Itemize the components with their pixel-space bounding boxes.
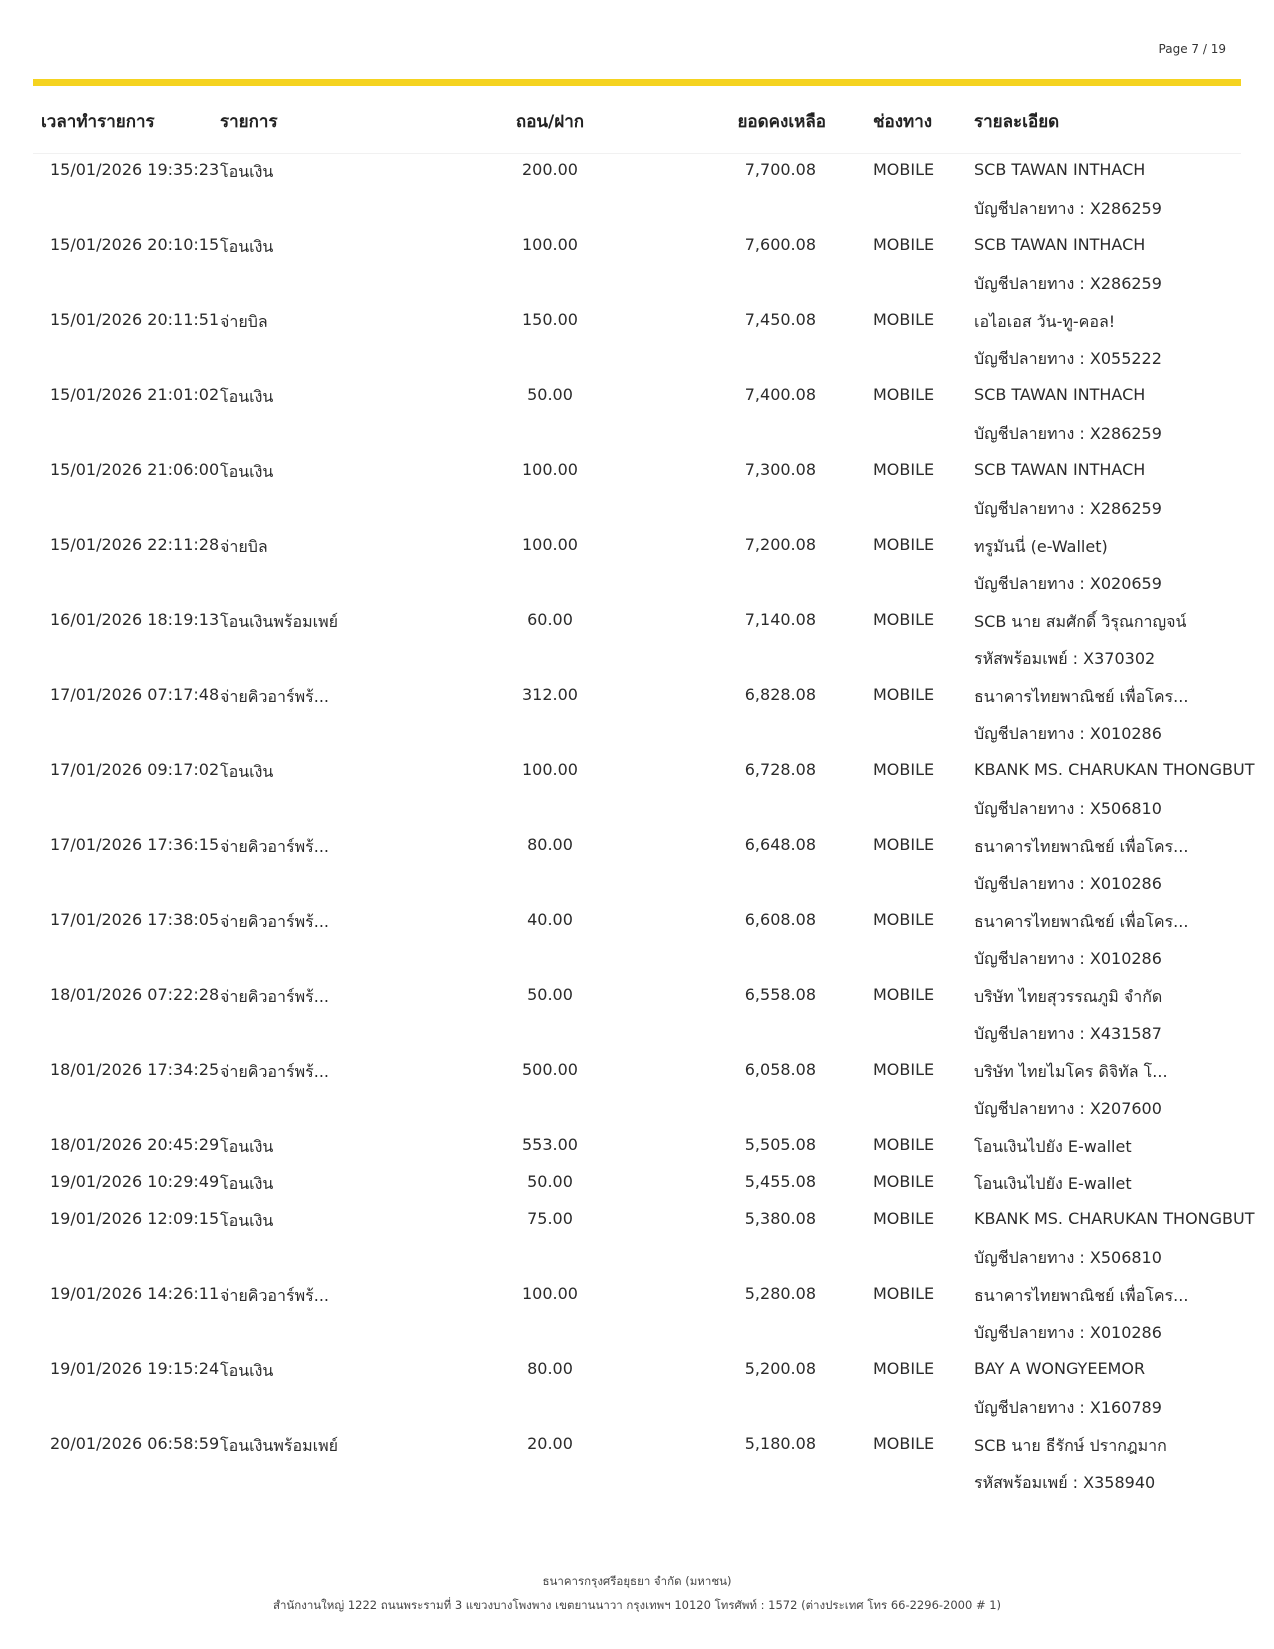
row-detail: SCB TAWAN INTHACH — [974, 235, 1146, 254]
row-amount: 20.00 — [527, 1434, 573, 1453]
row-amount: 50.00 — [527, 985, 573, 1004]
row-item: จ่ายบิล — [220, 537, 268, 556]
row-detail-account: บัญชีปลายทาง : X010286 — [974, 874, 1162, 893]
row-detail: ธนาคารไทยพาณิชย์ เพื่อโคร... — [974, 1286, 1189, 1305]
header-channel: ช่องทาง — [873, 112, 933, 132]
table-row — [0, 828, 1274, 903]
row-item: โอนเงิน — [220, 1174, 274, 1193]
row-amount: 50.00 — [527, 1172, 573, 1191]
row-amount: 500.00 — [522, 1060, 578, 1079]
row-amount: 200.00 — [522, 160, 578, 179]
row-balance: 6,648.08 — [744, 835, 816, 854]
row-detail: KBANK MS. CHARUKAN THONGBUT — [974, 1209, 1255, 1228]
footer-address: สำนักงานใหญ่ 1222 ถนนพระรามที่ 3 แขวงบางโพงพาง เขตยานนาวา กรุงเทพฯ 10120 โทรศัพท์ : 1572 (ต่างประเทศ โทร 66-2296-2000 # 1) — [272, 1598, 1002, 1612]
row-time: 18/01/2026 20:45:29 — [50, 1135, 220, 1154]
row-time: 15/01/2026 21:01:02 — [50, 385, 220, 404]
row-balance: 6,558.08 — [744, 985, 816, 1004]
row-channel: MOBILE — [873, 1060, 935, 1079]
row-detail-account: รหัสพร้อมเพย์ : X370302 — [974, 649, 1156, 668]
header-amount: ถอน/ฝาก — [515, 112, 585, 132]
row-amount: 75.00 — [527, 1209, 573, 1228]
row-channel: MOBILE — [873, 1135, 935, 1154]
row-detail: ธนาคารไทยพาณิชย์ เพื่อโคร... — [974, 912, 1189, 931]
table-row — [0, 1053, 1274, 1128]
row-time: 15/01/2026 19:35:23 — [50, 160, 220, 179]
row-detail: SCB TAWAN INTHACH — [974, 160, 1146, 179]
table-row — [0, 1202, 1274, 1277]
header-detail: รายละเอียด — [974, 112, 1060, 132]
table-row — [0, 153, 1274, 228]
row-time: 19/01/2026 10:29:49 — [50, 1172, 220, 1191]
row-detail-account: บัญชีปลายทาง : X286259 — [974, 424, 1162, 443]
row-balance: 5,380.08 — [744, 1209, 816, 1228]
row-item: จ่ายคิวอาร์พร้... — [220, 912, 330, 931]
row-amount: 60.00 — [527, 610, 573, 629]
table-row — [0, 1128, 1274, 1165]
accent-bar — [33, 79, 1241, 86]
row-item: โอนเงิน — [220, 1361, 274, 1380]
row-channel: MOBILE — [873, 1284, 935, 1303]
table-row — [0, 753, 1274, 828]
row-time: 17/01/2026 17:36:15 — [50, 835, 220, 854]
row-detail-account: บัญชีปลายทาง : X160789 — [974, 1398, 1162, 1417]
row-channel: MOBILE — [873, 685, 935, 704]
row-detail: บริษัท ไทยสุวรรณภูมิ จำกัด — [974, 987, 1163, 1006]
table-row — [0, 303, 1274, 378]
row-item: จ่ายคิวอาร์พร้... — [220, 1062, 330, 1081]
row-time: 19/01/2026 19:15:24 — [50, 1359, 220, 1378]
row-amount: 100.00 — [522, 460, 578, 479]
table-row — [0, 453, 1274, 528]
row-balance: 5,455.08 — [744, 1172, 816, 1191]
row-item: โอนเงิน — [220, 462, 274, 481]
row-detail: เอไอเอส วัน-ทู-คอล! — [974, 312, 1116, 331]
row-amount: 40.00 — [527, 910, 573, 929]
row-detail-account: บัญชีปลายทาง : X286259 — [974, 274, 1162, 293]
row-time: 15/01/2026 20:10:15 — [50, 235, 220, 254]
row-item: โอนเงิน — [220, 762, 274, 781]
row-detail: SCB นาย ธีรักษ์ ปรากฎมาก — [974, 1436, 1167, 1455]
row-time: 20/01/2026 06:58:59 — [50, 1434, 220, 1453]
row-time: 18/01/2026 07:22:28 — [50, 985, 220, 1004]
row-item: จ่ายคิวอาร์พร้... — [220, 687, 330, 706]
row-item: จ่ายบิล — [220, 312, 268, 331]
transaction-table — [0, 153, 1274, 1502]
table-header — [0, 108, 1274, 132]
row-detail-account: บัญชีปลายทาง : X506810 — [974, 799, 1162, 818]
row-balance: 5,280.08 — [744, 1284, 816, 1303]
row-detail-account: บัญชีปลายทาง : X010286 — [974, 724, 1162, 743]
row-amount: 553.00 — [522, 1135, 578, 1154]
table-row — [0, 978, 1274, 1053]
row-balance: 6,058.08 — [744, 1060, 816, 1079]
row-item: โอนเงินพร้อมเพย์ — [220, 612, 339, 631]
row-detail-account: บัญชีปลายทาง : X506810 — [974, 1248, 1162, 1267]
row-time: 18/01/2026 17:34:25 — [50, 1060, 220, 1079]
row-amount: 80.00 — [527, 835, 573, 854]
footer-bank-name: ธนาคารกรุงศรีอยุธยา จำกัด (มหาชน) — [542, 1574, 732, 1588]
row-balance: 7,300.08 — [744, 460, 816, 479]
row-detail-account: บัญชีปลายทาง : X207600 — [974, 1099, 1162, 1118]
header-balance: ยอดคงเหลือ — [737, 112, 826, 132]
row-channel: MOBILE — [873, 160, 935, 179]
row-time: 15/01/2026 20:11:51 — [50, 310, 220, 329]
row-detail: ธนาคารไทยพาณิชย์ เพื่อโคร... — [974, 687, 1189, 706]
row-time: 17/01/2026 09:17:02 — [50, 760, 220, 779]
row-channel: MOBILE — [873, 1434, 935, 1453]
row-detail-account: รหัสพร้อมเพย์ : X358940 — [974, 1473, 1156, 1492]
row-item: โอนเงิน — [220, 387, 274, 406]
table-row — [0, 1277, 1274, 1352]
row-balance: 7,200.08 — [744, 535, 816, 554]
row-channel: MOBILE — [873, 1172, 935, 1191]
row-amount: 80.00 — [527, 1359, 573, 1378]
row-balance: 6,728.08 — [744, 760, 816, 779]
row-detail: SCB TAWAN INTHACH — [974, 460, 1146, 479]
row-amount: 100.00 — [522, 235, 578, 254]
row-item: จ่ายคิวอาร์พร้... — [220, 987, 330, 1006]
row-channel: MOBILE — [873, 385, 935, 404]
row-amount: 100.00 — [522, 760, 578, 779]
row-detail: KBANK MS. CHARUKAN THONGBUT — [974, 760, 1255, 779]
row-time: 15/01/2026 21:06:00 — [50, 460, 220, 479]
row-balance: 7,700.08 — [744, 160, 816, 179]
table-row — [0, 903, 1274, 978]
row-detail: SCB นาย สมศักดิ์ วิรุณกาญจน์ — [974, 612, 1187, 631]
row-amount: 150.00 — [522, 310, 578, 329]
row-balance: 7,450.08 — [744, 310, 816, 329]
row-detail-account: บัญชีปลายทาง : X431587 — [974, 1024, 1162, 1043]
row-detail: SCB TAWAN INTHACH — [974, 385, 1146, 404]
row-detail-account: บัญชีปลายทาง : X055222 — [974, 349, 1162, 368]
row-detail-account: บัญชีปลายทาง : X020659 — [974, 574, 1162, 593]
row-detail-account: บัญชีปลายทาง : X010286 — [974, 1323, 1162, 1342]
row-channel: MOBILE — [873, 235, 935, 254]
row-channel: MOBILE — [873, 910, 935, 929]
row-detail: ธนาคารไทยพาณิชย์ เพื่อโคร... — [974, 837, 1189, 856]
table-row — [0, 1427, 1274, 1502]
table-row — [0, 528, 1274, 603]
row-channel: MOBILE — [873, 1209, 935, 1228]
row-time: 17/01/2026 17:38:05 — [50, 910, 220, 929]
table-row — [0, 1165, 1274, 1202]
row-amount: 50.00 — [527, 385, 573, 404]
row-channel: MOBILE — [873, 1359, 935, 1378]
table-row — [0, 228, 1274, 303]
row-balance: 5,180.08 — [744, 1434, 816, 1453]
row-balance: 6,608.08 — [744, 910, 816, 929]
row-item: โอนเงิน — [220, 237, 274, 256]
row-balance: 7,600.08 — [744, 235, 816, 254]
row-time: 15/01/2026 22:11:28 — [50, 535, 220, 554]
row-channel: MOBILE — [873, 535, 935, 554]
row-detail-account: บัญชีปลายทาง : X286259 — [974, 199, 1162, 218]
row-detail-account: บัญชีปลายทาง : X010286 — [974, 949, 1162, 968]
row-detail-account: บัญชีปลายทาง : X286259 — [974, 499, 1162, 518]
row-balance: 6,828.08 — [744, 685, 816, 704]
row-channel: MOBILE — [873, 610, 935, 629]
table-row — [0, 603, 1274, 678]
row-channel: MOBILE — [873, 760, 935, 779]
row-amount: 100.00 — [522, 1284, 578, 1303]
row-item: โอนเงิน — [220, 1137, 274, 1156]
row-balance: 7,400.08 — [744, 385, 816, 404]
row-detail: ทรูมันนี่ (e-Wallet) — [974, 537, 1108, 556]
row-amount: 312.00 — [522, 685, 578, 704]
row-time: 16/01/2026 18:19:13 — [50, 610, 220, 629]
table-row — [0, 678, 1274, 753]
row-item: จ่ายคิวอาร์พร้... — [220, 837, 330, 856]
header-time: เวลาทำรายการ — [41, 112, 155, 132]
row-channel: MOBILE — [873, 985, 935, 1004]
page-number: Page 7 / 19 — [1158, 42, 1226, 56]
header-item: รายการ — [220, 112, 278, 132]
row-detail: โอนเงินไปยัง E-wallet — [974, 1137, 1132, 1156]
row-item: จ่ายคิวอาร์พร้... — [220, 1286, 330, 1305]
table-row — [0, 1352, 1274, 1427]
table-row — [0, 378, 1274, 453]
row-detail: โอนเงินไปยัง E-wallet — [974, 1174, 1132, 1193]
row-detail: บริษัท ไทยไมโคร ดิจิทัล โ... — [974, 1062, 1168, 1081]
row-channel: MOBILE — [873, 460, 935, 479]
row-detail: BAY A WONGYEEMOR — [974, 1359, 1146, 1378]
row-time: 19/01/2026 14:26:11 — [50, 1284, 220, 1303]
row-item: โอนเงิน — [220, 162, 274, 181]
row-time: 17/01/2026 07:17:48 — [50, 685, 220, 704]
row-item: โอนเงินพร้อมเพย์ — [220, 1436, 339, 1455]
row-item: โอนเงิน — [220, 1211, 274, 1230]
row-channel: MOBILE — [873, 310, 935, 329]
row-balance: 5,505.08 — [744, 1135, 816, 1154]
row-channel: MOBILE — [873, 835, 935, 854]
row-amount: 100.00 — [522, 535, 578, 554]
row-time: 19/01/2026 12:09:15 — [50, 1209, 220, 1228]
row-balance: 7,140.08 — [744, 610, 816, 629]
row-balance: 5,200.08 — [744, 1359, 816, 1378]
